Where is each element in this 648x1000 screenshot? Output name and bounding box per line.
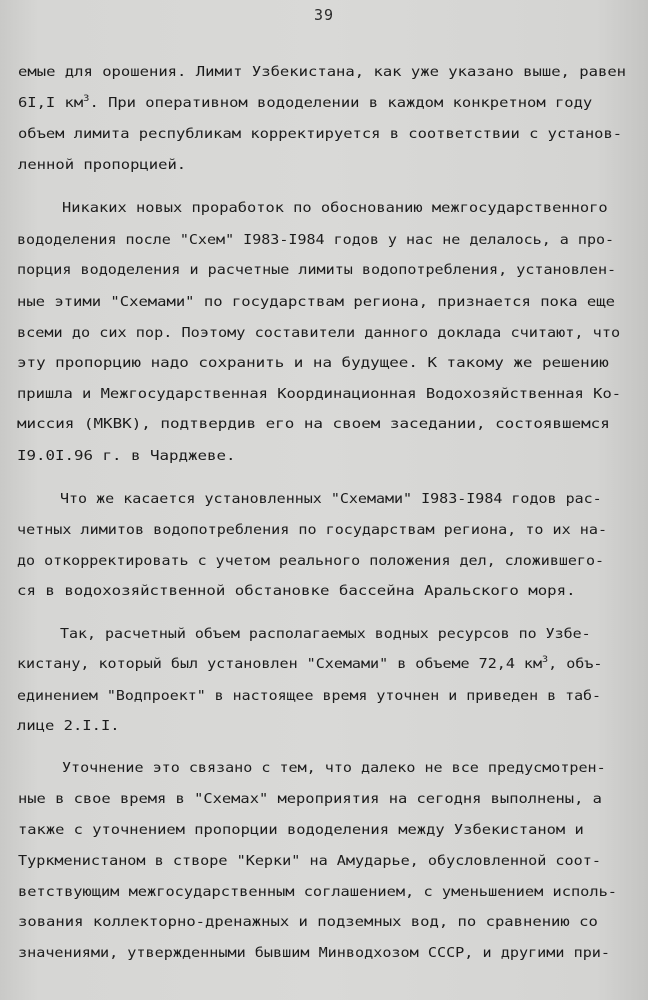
text-line: четных лимитов водопотребления по государствам региона, то их на- <box>17 523 608 538</box>
text-line: объем лимита республикам корректируется в соответствии с установ- <box>18 127 623 142</box>
text-line: ные в свое время в "Схемах" мероприятия на сегодня выполнены, а <box>18 792 602 807</box>
text-line: I9.0I.96 г. в Чарджеве. <box>17 449 236 464</box>
text-line: вододеления после "Схем" I983-I984 годов у нас не делалось, а про- <box>17 233 615 248</box>
text-line: значениями, утвержденными бывшим Минводхозом СССР, и другими при- <box>18 946 611 961</box>
text-line: Туркменистаном в створе "Керки" на Амударье, обусловленной соот- <box>18 854 601 869</box>
page-number: 39 <box>313 6 335 24</box>
text-line: зования коллекторно-дренажных и подземных вод, по сравнению со <box>18 915 598 930</box>
text-line: порция вододеления и расчетные лимиты водопотребления, установлен- <box>17 263 617 278</box>
text-line: пришла и Межгосударственная Координационная Водохозяйственная Ко- <box>17 387 622 402</box>
text-line: ся в водохозяйственной обстановке бассейна Аральского моря. <box>17 584 576 599</box>
text-line: до откорректировать с учетом реального положения дел, сложившего- <box>17 554 605 569</box>
text-line: кистану, который был установлен "Схемами" в объеме 72,4 $км^3$, объ- <box>17 655 603 672</box>
text-line: всеми до сих пор. Поэтому составители данного доклада считают, что <box>17 326 621 341</box>
text-line: Никаких новых проработок по обоснованию межгосударственного <box>62 201 608 216</box>
text-line: ные этими "Схемами" по государствам региона, признается пока еще <box>17 295 615 310</box>
text-line: Так, расчетный объем располагаемых водных ресурсов по Узбе- <box>60 627 591 642</box>
text-line: единением "Водпроект" в настоящее время уточнен и приведен в таб- <box>17 689 602 704</box>
text-line: 6I,I $км^3$. При оперативном вододелении в каждом конкретном году <box>18 94 593 111</box>
text-line: эту пропорцию надо сохранить и на будущее. К такому же решению <box>17 356 609 371</box>
text-line: Что же касается установленных "Схемами" I983-I984 годов рас- <box>60 492 602 507</box>
text-line: ветствующим межгосударственным соглашением, с уменьшением исполь- <box>18 885 618 900</box>
text-line: лице 2.I.I. <box>17 719 120 734</box>
text-line: миссия (МКВК), подтвердив его на своем заседании, состоявшемся <box>17 417 610 432</box>
text-line: ленной пропорцией. <box>18 158 187 173</box>
text-line: Уточнение это связано с тем, что далеко не все предусмотрен- <box>62 761 606 776</box>
text-line: также с уточнением пропорции вододеления между Узбекистаном и <box>18 823 584 838</box>
text-line: емые для орошения. Лимит Узбекистана, как уже указано выше, равен <box>18 65 627 80</box>
